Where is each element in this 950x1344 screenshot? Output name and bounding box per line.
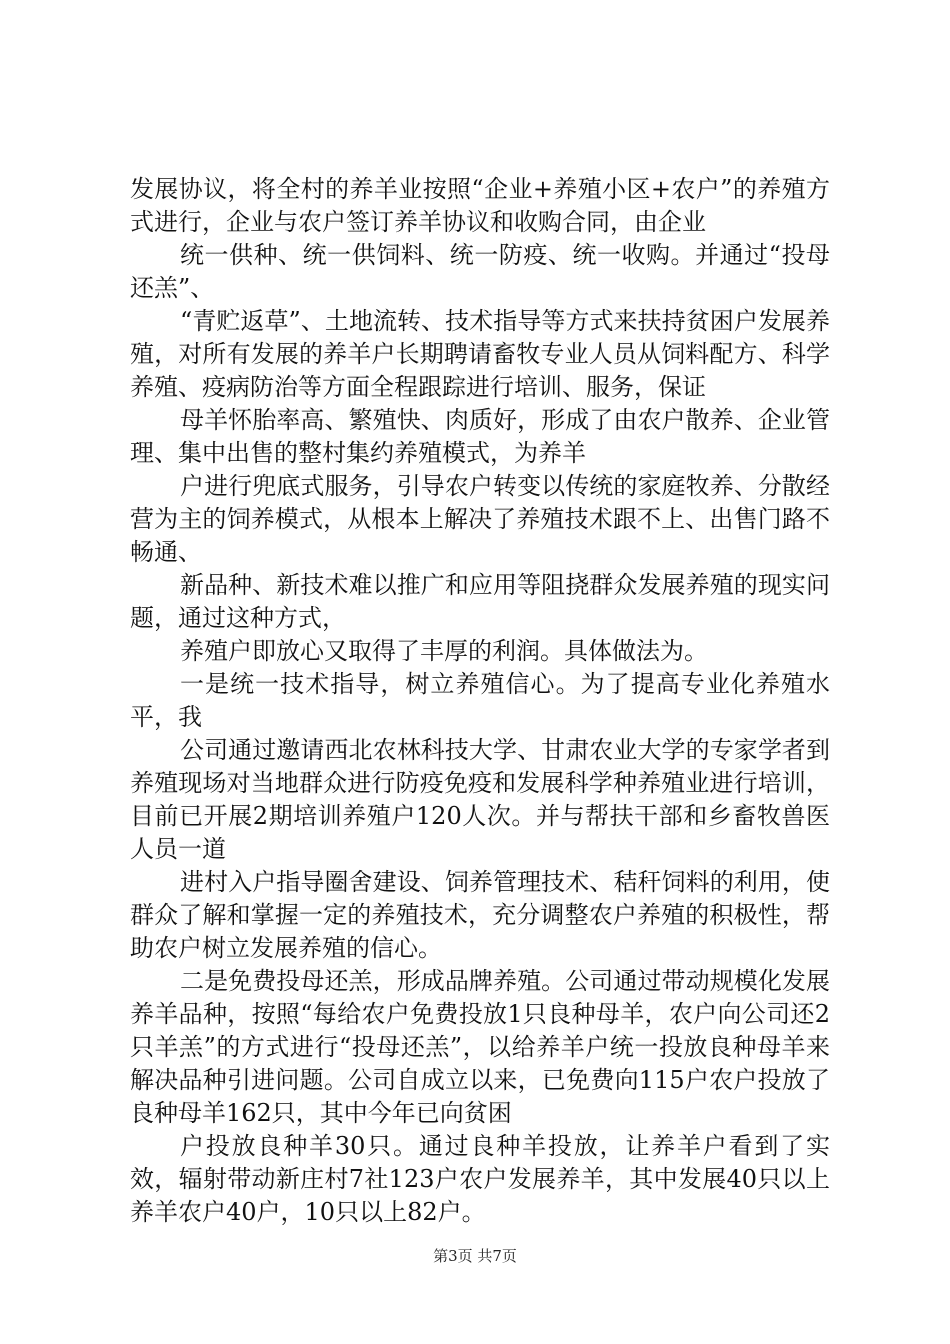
page-footer: 第3页 共7页 <box>433 1247 517 1265</box>
paragraph-9: 公司通过邀请西北农林科技大学、甘肃农业大学的专家学者到养殖现场对当地群众进行防疫免疫和发展科学种养殖业进行培训，目前已开展2期培训养殖户120人次。并与帮扶干部和乡畜牧兽医人员一道 <box>130 736 830 863</box>
paragraph-6: 新品种、新技术难以推广和应用等阻挠群众发展养殖的现实问题，通过这种方式， <box>130 571 830 632</box>
paragraph-4: 母羊怀胎率高、繁殖快、肉质好，形成了由农户散养、企业管理、集中出售的整村集约养殖模式，为养羊 <box>130 406 830 467</box>
paragraph-11: 二是免费投母还羔，形成品牌养殖。公司通过带动规模化发展养羊品种，按照“每给农户免费投放1只良种母羊，农户向公司还2只羊羔”的方式进行“投母还羔”，以给养羊户统一投放良种母羊来解决品种引进问题。公司自成立以来，已免费向115户农户投放了良种母羊162只，其中今年已向贫困 <box>130 967 830 1127</box>
paragraph-1: 发展协议，将全村的养羊业按照“企业+养殖小区+农户”的养殖方式进行，企业与农户签订养羊协议和收购合同，由企业 <box>130 175 830 236</box>
paragraph-3: “青贮返草”、土地流转、技术指导等方式来扶持贫困户发展养殖，对所有发展的养羊户长期聘请畜牧专业人员从饲料配方、科学养殖、疫病防治等方面全程跟踪进行培训、服务，保证 <box>130 307 830 401</box>
body-text <box>130 173 830 1229</box>
paragraph-7: 养殖户即放心又取得了丰厚的利润。具体做法为。 <box>180 637 708 665</box>
paragraph-5: 户进行兜底式服务，引导农户转变以传统的家庭牧养、分散经营为主的饲养模式，从根本上解决了养殖技术跟不上、出售门路不畅通、 <box>130 472 830 566</box>
paragraph-8: 一是统一技术指导，树立养殖信心。为了提高专业化养殖水平，我 <box>130 670 830 731</box>
paragraph-10: 进村入户指导圈舍建设、饲养管理技术、秸秆饲料的利用，使群众了解和掌握一定的养殖技术，充分调整农户养殖的积极性，帮助农户树立发展养殖的信心。 <box>130 868 830 962</box>
paragraph-12: 户投放良种羊30只。通过良种羊投放，让养羊户看到了实效，辐射带动新庄村7社123户农户发展养羊，其中发展40只以上养羊农户40户，10只以上82户。 <box>130 1132 830 1226</box>
paragraph-2: 统一供种、统一供饲料、统一防疫、统一收购。并通过“投母还羔”、 <box>130 241 830 302</box>
